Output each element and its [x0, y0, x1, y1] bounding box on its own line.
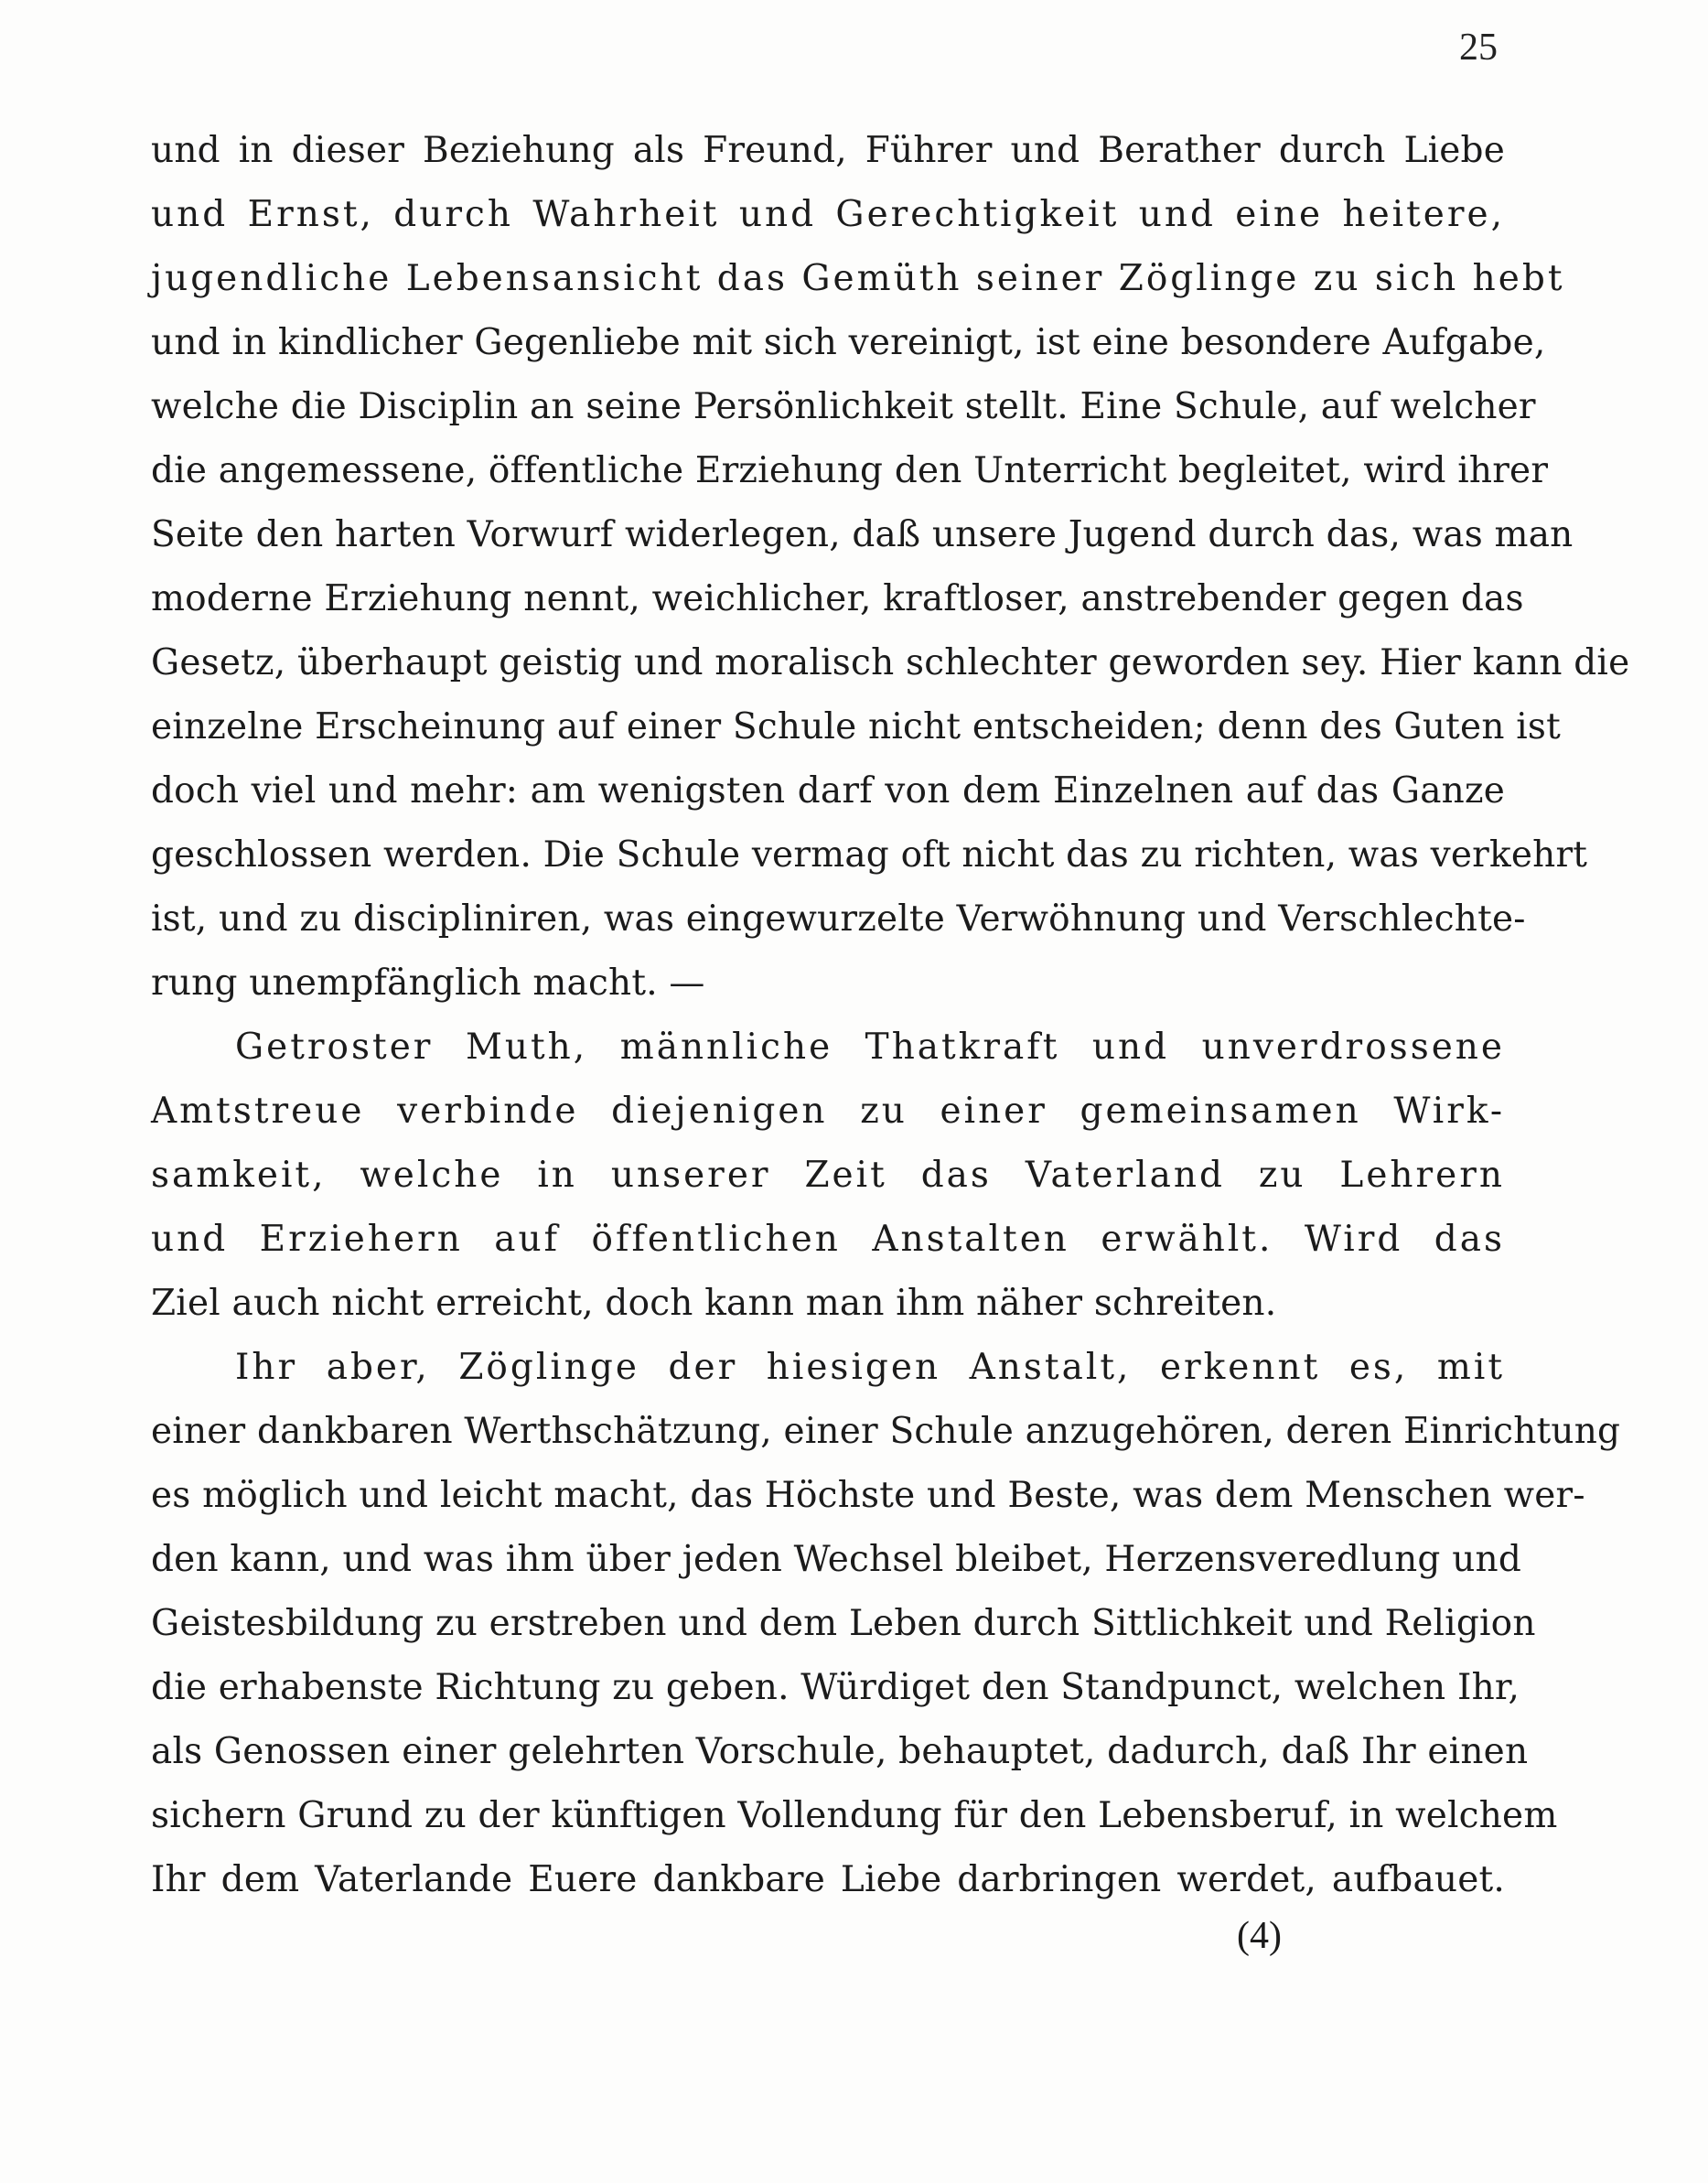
text-line: Geistesbildung zu erstreben und dem Leben durch Sittlichkeit und Religion — [151, 1603, 1536, 1644]
text-line: als Genossen einer gelehrten Vorschule, behauptet, dadurch, daß Ihr einen — [151, 1731, 1529, 1772]
body-text — [151, 119, 1630, 1912]
text-line: doch viel und mehr: am wenigsten darf von dem Einzelnen auf das Ganze — [151, 770, 1505, 812]
text-line: und in kindlicher Gegenliebe mit sich vereinigt, ist eine besondere Aufgabe, — [151, 322, 1546, 363]
text-line: samkeit, welche in unserer Zeit das Vaterland zu Lehrern — [151, 1155, 1505, 1196]
text-line: welche die Disciplin an seine Persönlichkeit stellt. Eine Schule, auf welcher — [151, 386, 1536, 427]
text-line: Ihr aber, Zöglinge der hiesigen Anstalt, erkennt es, mit — [235, 1347, 1505, 1388]
text-line: moderne Erziehung nennt, weichlicher, kraftloser, anstrebender gegen das — [151, 578, 1524, 619]
text-line: die erhabenste Richtung zu geben. Würdiget den Standpunct, welchen Ihr, — [151, 1667, 1520, 1708]
text-line: Ziel auch nicht erreicht, doch kann man ihm näher schreiten. — [151, 1283, 1277, 1324]
text-line: einer dankbaren Werthschätzung, einer Schule anzugehören, deren Einrichtung — [151, 1411, 1621, 1452]
text-line: Ihr dem Vaterlande Euere dankbare Liebe darbringen werdet, aufbauet. — [151, 1859, 1505, 1900]
text-line: und in dieser Beziehung als Freund, Führer und Berather durch Liebe — [151, 130, 1505, 171]
text-line: Getroster Muth, männliche Thatkraft und unverdrossene — [235, 1027, 1505, 1068]
text-line: und Erziehern auf öffentlichen Anstalten erwählt. Wird das — [151, 1219, 1505, 1260]
text-line: Seite den harten Vorwurf widerlegen, daß unsere Jugend durch das, was man — [151, 514, 1574, 555]
text-line: ist, und zu discipliniren, was eingewurzelte Verwöhnung und Verschlechte- — [151, 898, 1526, 940]
text-line: jugendliche Lebensansicht das Gemüth seiner Zöglinge zu sich hebt — [151, 258, 1565, 299]
text-line: rung unempfänglich macht. — — [151, 962, 705, 1004]
text-line: den kann, und was ihm über jeden Wechsel bleibet, Herzensveredlung und — [151, 1539, 1521, 1580]
signature-mark: (4) — [1237, 1915, 1282, 1957]
text-line: Amtstreue verbinde diejenigen zu einer gemeinsamen Wirk- — [151, 1091, 1505, 1132]
text-line: sichern Grund zu der künftigen Vollendung für den Lebensberuf, in welchem — [151, 1795, 1558, 1836]
text-line: einzelne Erscheinung auf einer Schule nicht entscheiden; denn des Guten ist — [151, 706, 1562, 747]
text-line: die angemessene, öffentliche Erziehung den Unterricht begleitet, wird ihrer — [151, 450, 1549, 491]
text-line: und Ernst, durch Wahrheit und Gerechtigkeit und eine heitere, — [151, 194, 1505, 235]
text-line: es möglich und leicht macht, das Höchste und Beste, was dem Menschen wer- — [151, 1475, 1585, 1516]
text-line: geschlossen werden. Die Schule vermag oft nicht das zu richten, was verkehrt — [151, 834, 1588, 876]
page-number: 25 — [1459, 27, 1498, 69]
text-line: Gesetz, überhaupt geistig und moralisch schlechter geworden sey. Hier kann die — [151, 642, 1630, 683]
